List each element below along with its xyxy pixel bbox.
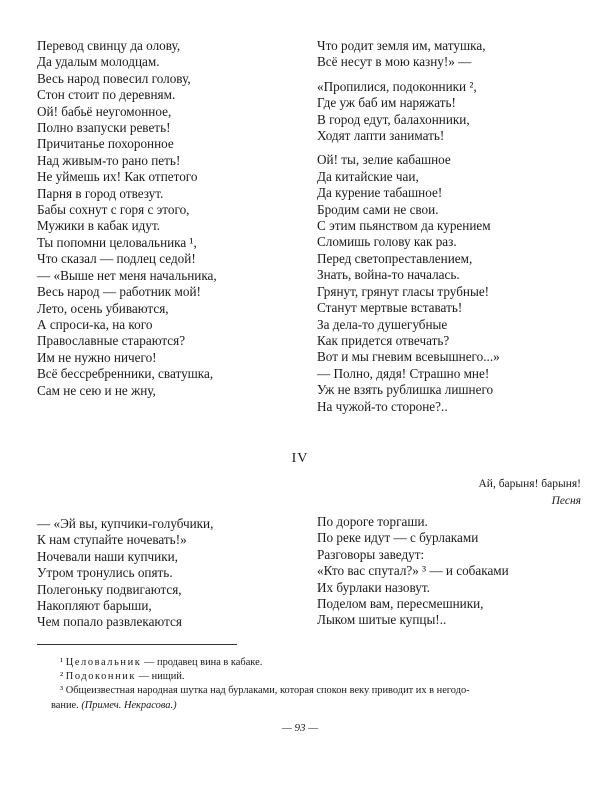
footnote-2-term: Подоконник xyxy=(65,671,137,683)
verse-line: — Полно, дядя! Страшно мне! xyxy=(317,365,490,381)
stanza-column-top-left xyxy=(37,38,217,399)
footnote-3-mark: ³ xyxy=(60,685,64,697)
verse-line: Уж не взять рублишка лишнего xyxy=(317,382,494,398)
verse-line: Перевод свинцу да олову, xyxy=(37,38,181,53)
verse-line: Полно взапуски реветь! xyxy=(37,120,171,136)
verse-line: Утром тронулись опять. xyxy=(37,565,173,581)
verse-line: Разговоры заведут: xyxy=(317,546,425,562)
verse-line: Причитанье похоронное xyxy=(37,136,174,152)
verse-line: По реке идут — с бурлаками xyxy=(317,530,479,546)
verse-line: Перед светопреставлением, xyxy=(317,250,473,266)
stanza-group-1 xyxy=(317,38,500,71)
verse-line: Их бурлаки назовут. xyxy=(317,579,430,595)
verse-line: За дела-то душегубные xyxy=(317,316,448,332)
verse-line: Сам не сею и не жну, xyxy=(37,382,156,398)
footnote-3-continuation xyxy=(51,699,582,713)
verse-line: С этим пьянством да курением xyxy=(317,218,491,234)
verse-line: Весь народ — работник мой! xyxy=(37,284,201,300)
section-number: IV xyxy=(291,451,309,466)
verse-line: Да китайские чаи, xyxy=(317,168,419,184)
verse-line: Грянут, грянут гласы трубные! xyxy=(317,283,490,299)
verse-line: Бродим сами не свои. xyxy=(317,201,439,217)
footnote-rule xyxy=(37,644,237,645)
footnote-3-text: Общеизвестная народная шутка над бурлаками, которая спокон веку приводит их в негодо- xyxy=(65,685,470,697)
verse-line: Да удалым молодцам. xyxy=(37,54,160,70)
verse-line: Ой! ты, зелие кабашное xyxy=(317,152,451,168)
verse-line: Ой! бабьё неугомонное, xyxy=(37,103,172,119)
footnote-2 xyxy=(60,670,582,684)
footnote-3-continuation-text: вание. xyxy=(51,699,79,711)
footnote-1-definition: — продавец вина в кабаке. xyxy=(144,657,263,668)
verse-line: Ходят лапти занимать! xyxy=(317,128,445,144)
verse-line: Бабы сохнут с горя с этого, xyxy=(37,202,190,218)
verse-line: Где уж баб им наряжать! xyxy=(317,95,456,111)
verse-line: Ты попомни целовальника ¹, xyxy=(37,234,197,250)
stanza-group-2 xyxy=(317,79,500,145)
verse-line: Вот и мы гневим всевышнего...» xyxy=(317,349,500,365)
epigraph xyxy=(479,476,582,510)
verse-line: К нам ступайте ночевать!» xyxy=(37,532,187,548)
footnote-3 xyxy=(60,684,582,698)
verse-line: Парня в город отвезут. xyxy=(37,185,164,201)
footnote-2-definition: — нищий. xyxy=(138,671,185,683)
footnote-1-mark: ¹ xyxy=(60,657,64,668)
verse-line: «Пропилися, подоконники ², xyxy=(317,78,477,94)
verse-line: Стон стоит по деревням. xyxy=(37,87,176,103)
verse-line: Поделом вам, пересмешники, xyxy=(317,596,484,612)
epigraph-text: Ай, барыня! барыня! xyxy=(478,478,581,490)
verse-line: — «Эй вы, купчики-голубчики, xyxy=(37,516,214,531)
verse-line: Станут мертвые вставать! xyxy=(317,300,463,316)
verse-line: Лето, осень убиваются, xyxy=(37,300,169,316)
verse-line: А спроси-ка, на кого xyxy=(37,316,153,332)
verse-line: Всё бессребренники, сватушка, xyxy=(37,366,214,382)
footnote-3-author-note: (Примеч. Некрасова.) xyxy=(81,699,177,711)
verse-line: Полегоньку подвигаются, xyxy=(37,581,182,597)
verse-line: Да курение табашное! xyxy=(317,185,443,201)
footnote-1-term: Целовальник xyxy=(65,657,142,668)
verse-line: По дороге торгаши. xyxy=(317,514,428,529)
stanza-column-top-right xyxy=(317,38,500,415)
footnote-1 xyxy=(60,656,582,670)
verse-line: «Кто вас спутал?» ³ — и собаками xyxy=(317,563,509,579)
verse-line: Накопляют барыши, xyxy=(37,598,152,614)
verse-line: Знать, война-то началась. xyxy=(317,267,460,283)
stanza-group-3 xyxy=(317,152,500,415)
verse-line: Православные стараются? xyxy=(37,333,186,349)
verse-line: Не уймешь их! Как отпетого xyxy=(37,169,198,185)
verse-line: На чужой-то стороне?.. xyxy=(317,398,448,414)
verse-line: — «Выше нет меня начальника, xyxy=(37,267,217,283)
verse-line: Им не нужно ничего! xyxy=(37,349,157,365)
verse-line: Мужики в кабак идут. xyxy=(37,218,161,234)
page-number: — 93 — xyxy=(281,722,319,734)
verse-line: Над живым-то рано петь! xyxy=(37,152,181,168)
verse-line: Всё несут в мою казну!» — xyxy=(317,54,472,70)
verse-line: Что сказал — подлец седой! xyxy=(37,251,196,267)
footnote-2-mark: ² xyxy=(60,671,64,683)
footnotes xyxy=(51,656,582,713)
verse-line: Как придется отвечать? xyxy=(317,332,450,348)
stanza-column-bottom-left xyxy=(37,516,213,631)
verse-line: В город едут, балахонники, xyxy=(317,111,470,127)
verse-line: Весь народ повесил голову, xyxy=(37,70,191,86)
verse-line: Что родит земля им, матушка, xyxy=(317,38,486,53)
stanza-column-bottom-right xyxy=(317,514,509,629)
verse-line: Лыком шитые купцы!.. xyxy=(317,612,447,628)
verse-line: Сломишь голову как раз. xyxy=(317,234,457,250)
verse-line: Чем попало развлекаются xyxy=(37,614,182,630)
epigraph-source: Песня xyxy=(551,495,581,507)
verse-line: Ночевали наши купчики, xyxy=(37,548,178,564)
